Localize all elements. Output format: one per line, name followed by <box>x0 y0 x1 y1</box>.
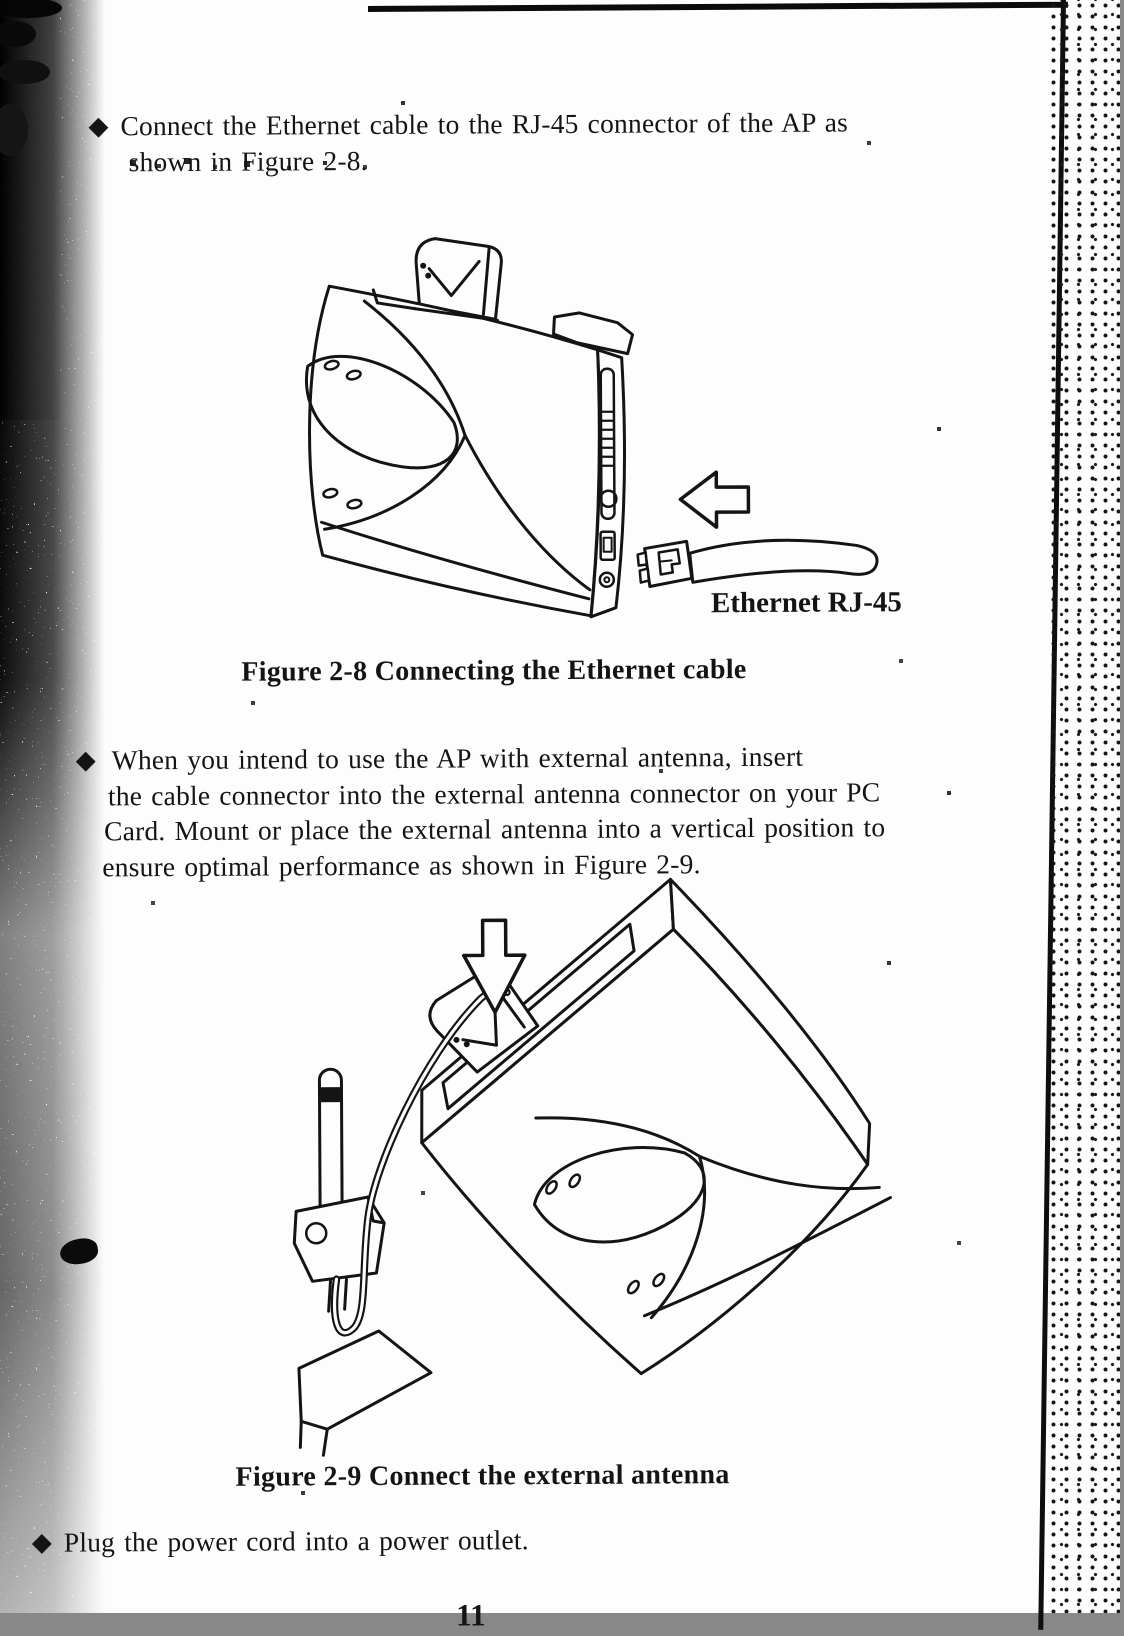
figure-2-8-illustration <box>267 220 909 643</box>
access-point-tilted <box>357 831 923 1406</box>
bullet-text-line: ensure optimal performance as shown in Figure 2-9. <box>102 847 701 882</box>
bullet-text-line: When you intend to use the AP with external antenna, insert <box>111 740 804 776</box>
bullet-text-line: the cable connector into the external antenna connector on your PC <box>107 775 881 811</box>
figure-2-9-illustration <box>270 878 913 1456</box>
figure-2-8-caption: Figure 2-8 Connecting the Ethernet cable <box>241 654 747 688</box>
page-number: 11 <box>456 1597 486 1633</box>
bullet-connect-ethernet <box>88 104 848 179</box>
diamond-bullet-icon: ◆ <box>31 1527 52 1557</box>
diamond-bullet-icon: ◆ <box>75 745 96 775</box>
arrow-left-icon <box>680 472 748 527</box>
bullet-power-cord <box>32 1522 529 1560</box>
figure-2-9-caption: Figure 2-9 Connect the external antenna <box>235 1459 730 1493</box>
bullet-text-line: Connect the Ethernet cable to the RJ-45 connector of the AP as <box>120 106 849 142</box>
bullet-text-line: Card. Mount or place the external antenna into a vertical position to <box>104 811 886 847</box>
wall-plate-bottom <box>299 1331 432 1456</box>
bullet-text-line: Plug the power cord into a power outlet. <box>63 1524 529 1558</box>
bullet-external-antenna <box>76 738 886 884</box>
dust-specks <box>0 0 2 2</box>
bullet-text-line: shown in Figure 2-8. <box>128 144 368 177</box>
ethernet-plug-and-cable <box>638 540 878 587</box>
diamond-bullet-icon: ◆ <box>88 111 109 141</box>
figure-callout-label: Ethernet RJ-45 <box>710 586 902 620</box>
access-point-body <box>306 285 634 619</box>
